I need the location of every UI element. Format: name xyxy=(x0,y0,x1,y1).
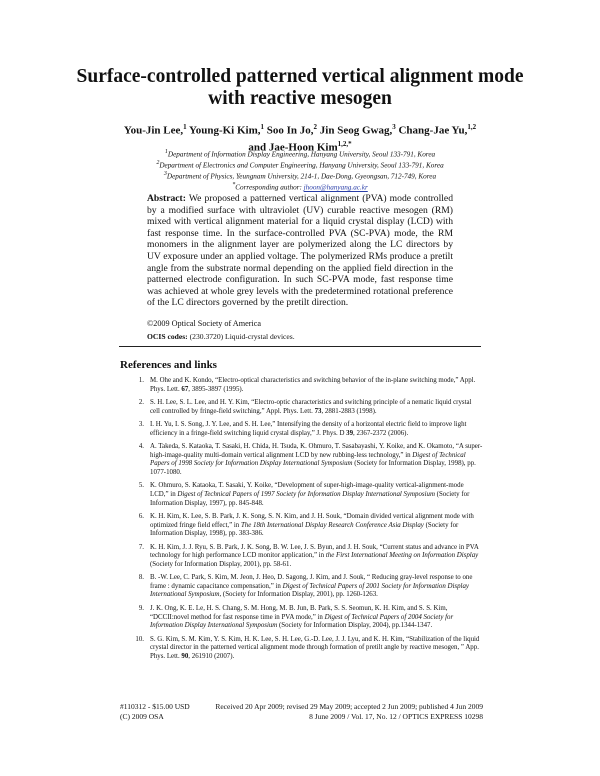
author-name: Young-Ki Kim, xyxy=(189,124,261,137)
author-name: Jin Seog Gwag, xyxy=(319,124,393,137)
affiliation-line: $^2$Department of Electronics and Computer Engineering, Hanyang University, Seoul 133-791, Korea xyxy=(156,160,444,170)
reference-number: 6. xyxy=(138,513,144,521)
reference-number: 8. xyxy=(138,574,144,582)
reference-item: 8. B. -W. Lee, C. Park, S. Kim, M. Jeon, J. Heo, D. Sagong, J. Kim, and J. Souk, “ Reducing gray-level response to one frame : dynamic capacitance compensation,” in Digest of Technical Papers of 2001 Society for Information Display International Symposium, (Society for Information Display, 2001), pp. 1260-1263. xyxy=(120,574,483,600)
ocis-codes: OCIS codes: (230.3720) Liquid-crystal devices. xyxy=(147,332,295,341)
reference-item: 10. S. G. Kim, S. M. Kim, Y. S. Kim, H. K. Lee, S. H. Lee, G.-D. Lee, J. J. Lyu, and K. H. Kim, “Stabilization of the liquid crystal director in the patterned vertical alignment mode through formation of pretilt angle by reactive mesogen, ” App. Phys. Lett. 90, 261910 (2007). xyxy=(120,636,483,662)
reference-number: 3. xyxy=(138,421,144,429)
author-name: Soo In Jo, xyxy=(266,124,314,137)
affiliations xyxy=(60,148,540,192)
reference-item: 6. K. H. Kim, K. Lee, S. B. Park, J. K. Song, S. N. Kim, and J. H. Souk, “Domain divided vertical alignment mode with optimized fringe field effect,” in The 18th International Display Research Conference Asia Display (Society for Information Display, 1998), pp. 383-386. xyxy=(120,513,483,539)
abstract-text: We proposed a patterned vertical alignment (PVA) mode controlled by a modified surface with ultraviolet (UV) curable reactive mesogen (RM) mixed with vertical alignment material for a liquid crystal display (LCD) with fast response time. In the surface-controlled PVA (SC-PVA) mode, the RM monomers in the alignment layer are polymerized along the LC directors by UV exposure under an applied voltage. The polymerized RMs produce a pretilt angle from the substrate normal depending on the applied field direction in the patterned electrode configuration. In such SC-PVA mode, fast response time was achieved at whole grey levels with the predetermined rotational preference of the LC directors governed by the pretilt direction. xyxy=(147,193,453,309)
reference-number: 1. xyxy=(138,377,144,384)
author-email-link[interactable]: jhoon@hanyang.ac.kr xyxy=(303,183,368,192)
reference-number: 5. xyxy=(138,482,144,490)
reference-number: 2. xyxy=(138,399,144,407)
author-affiliation-mark: 1 xyxy=(260,123,265,131)
reference-item: 5. K. Ohmuro, S. Kataoka, T. Sasaki, Y. Koike, “Development of super-high-image-quality vertical-alignment-mode LCD,” in Digest of Technical Papers of 1997 Society for Information Display International Symposium (Society for Information Display, 1997), pp. 845-848. xyxy=(120,482,483,508)
copyright-notice: ©2009 Optical Society of America xyxy=(147,319,261,328)
reference-item: 4. A. Takeda, S. Kataoka, T. Sasaki, H. Chida, H. Tsuda, K. Ohmuro, T. Sasabayashi, Y. Koike, and K. Okamoto, “A super-high-image-quality multi-domain vertical alignment LCD by new rubbing-less technology,” in Digest of Technical Papers of 1998 Society for Information Display International Symposium (Society for Information Display, 1998), pp. 1077-1080. xyxy=(120,443,483,477)
author-affiliation-mark: 1,2 xyxy=(467,123,477,131)
author-name: You-Jin Lee, xyxy=(123,124,184,137)
reference-number: 4. xyxy=(138,443,144,451)
author-affiliation-mark: 3 xyxy=(392,123,396,131)
affiliation-line: $^3$Department of Physics, Yeungnam University, 214-1, Dae-Dong, Gyeongsan, 712-749, Korea xyxy=(163,171,437,181)
reference-number: 10. xyxy=(135,635,144,643)
reference-item: 3. I. H. Yu, I. S. Song, J. Y. Lee, and S. H. Lee,” Intensifying the density of a horizontal electric field to improve light efficiency in a fringe-field switching liquid crystal display,” J. Phys. D 39, 2367-2372 (2006). xyxy=(120,421,483,438)
document-id: #110312 - $15.00 USD xyxy=(120,702,190,711)
author-name: Chang-Jae Yu, xyxy=(398,124,468,137)
reference-number: 9. xyxy=(138,605,144,613)
reference-item: 2. S. H. Lee, S. L. Lee, and H. Y. Kim, “Electro-optic characteristics and switching principle of a nematic liquid crystal cell controlled by fringe-field switching,” Appl. Phys. Lett. 73, 2881-2883 (1998). xyxy=(120,399,483,416)
reference-list xyxy=(120,377,483,666)
reference-item: 1. M. Ohe and K. Kondo, “Electro-optical characteristics and switching behavior of the in-plane switching mode,” Appl. Phys. Lett. 67, 3895-3897 (1995). xyxy=(120,377,483,394)
paper-title: Surface-controlled patterned vertical alignment mode with reactive mesogen xyxy=(76,66,524,109)
page-footer xyxy=(120,702,483,722)
abstract xyxy=(147,193,453,309)
journal-citation: 8 June 2009 / Vol. 17, No. 12 / OPTICS EXPRESS 10298 xyxy=(309,712,483,721)
author-affiliation-mark: 1 xyxy=(183,123,187,131)
reference-item: 9. J. K. Ong, K. E. Le, H. S. Chang, S. M. Hong, M. B. Jun, B. Park, S. S. Seomun, K. H. Kim, and S. S. Kim, “DCCII:novel method for fast response time in PVA mode,” in Digest of Technical Papers of 2004 Society for Information Display International Symposium (Society for Information Display, 2004), pp.1344-1347. xyxy=(120,605,483,631)
author-affiliation-mark: 2 xyxy=(313,123,318,131)
references-heading: References and links xyxy=(120,359,217,371)
author-affiliation-mark: 1,2,* xyxy=(337,139,352,148)
section-divider xyxy=(119,346,481,347)
affiliation-line: $^1$Department of Information Display Engineering, Hanyang University, Seoul 133-791, Korea xyxy=(164,149,436,159)
reference-number: 7. xyxy=(138,543,144,551)
author-name: and Jae-Hoon Kim xyxy=(248,141,338,154)
abstract-label: Abstract: xyxy=(147,193,186,204)
corresponding-author: *Corresponding author: jhoon@hanyang.ac.kr xyxy=(232,182,368,192)
publication-history: Received 20 Apr 2009; revised 29 May 2009; accepted 2 Jun 2009; published 4 Jun 2009 xyxy=(215,702,483,711)
reference-item: 7. K. H. Kim, J. J. Ryu, S. B. Park, J. K. Song, B. W. Lee, J. S. Byun, and J. H. Souk, “Current status and advance in PVA technology for high performance LCD monitor application,” in the First International Meeting on Information Display (Society for Information Display, 2001), pp. 58-61. xyxy=(120,544,483,570)
osa-copyright: (C) 2009 OSA xyxy=(120,712,164,721)
